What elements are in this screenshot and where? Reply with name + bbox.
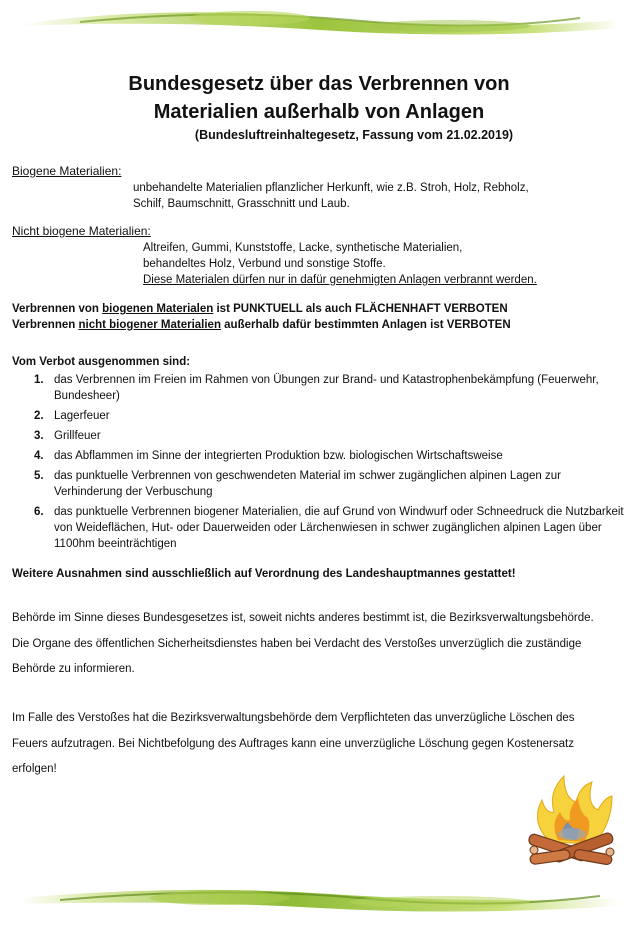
list-item-number: 4. [34, 450, 44, 462]
campfire-icon [520, 772, 620, 870]
list-item [34, 408, 624, 424]
list-item-number: 3. [34, 430, 44, 442]
bottom-leaf-banner [20, 880, 620, 918]
list-item [34, 504, 624, 552]
list-item-text: Lagerfeuer [54, 410, 110, 422]
biogen-line-2: Schilf, Baumschnitt, Grasschnitt und Laub. [133, 198, 350, 210]
list-item [34, 448, 624, 464]
violation-paragraph: Im Falle des Verstoßes hat die Bezirksverwaltungsbehörde dem Verpflichteten das unverzügliche Löschen des Feuers aufzutragen. Bei Nichtbefolgung des Auftrages kann eine unverzügliche Löschung gegen Kostenersatz erfolgen! [12, 712, 575, 775]
verbot-biogen-prefix: Verbrennen von [12, 303, 103, 315]
verbot-biogen-term: biogenen Materialen [102, 303, 214, 315]
exceptions-list [34, 372, 624, 556]
title-line-2: Materialien außerhalb von Anlagen [153, 101, 485, 123]
list-item-number: 6. [34, 506, 44, 518]
list-item-number: 1. [34, 374, 44, 386]
top-leaf-banner [20, 4, 620, 42]
nichtbiogen-description [143, 240, 537, 288]
authority-paragraph: Behörde im Sinne dieses Bundesgesetzes ist, soweit nichts anderes bestimmt ist, die Bezirksverwaltungsbehörde. Die Organe des öffentlichen Sicherheitsdienstes haben bei Verdacht des Verstoßes unverzüglich die zuständige Behörde zu informieren. [12, 612, 594, 675]
list-item [34, 468, 624, 500]
verbot-nichtbiogen-term: nicht biogener Materialien [78, 319, 221, 331]
verbot-biogen-suffix: ist PUNKTUELL als auch FLÄCHENHAFT VERBOTEN [213, 303, 508, 315]
list-item [34, 372, 624, 404]
list-item [34, 428, 624, 444]
list-item-text: das punktuelle Verbrennen von geschwendeten Material im schwer zugänglichen alpinen Lagen zur Verhinderung der Verbuschung [54, 470, 561, 498]
nichtbiogen-line-3: Diese Materialen dürfen nur in dafür genehmigten Anlagen verbrannt werden. [143, 274, 537, 286]
biogen-heading: Biogene Materialien: [12, 164, 122, 178]
list-item-text: das Abflammen im Sinne der integrierten Produktion bzw. biologischen Wirtschaftsweise [54, 450, 503, 462]
verbot-nichtbiogen-prefix: Verbrennen [12, 319, 79, 331]
list-item-number: 5. [34, 470, 44, 482]
biogen-description [133, 180, 529, 212]
list-item-text: das punktuelle Verbrennen biogener Materialien, die auf Grund von Windwurf oder Schneedruck die Nutzbarkeit von Weideflächen, Hut- oder Dauerweiden oder Lärchenwiesen in schwer zugänglichen alpinen Lagen über 1100hm beeinträchtigen [54, 506, 624, 550]
further-exceptions-note: Weitere Ausnahmen sind ausschließlich auf Verordnung des Landeshauptmannes gestattet! [12, 568, 516, 580]
list-item-text: Grillfeuer [54, 430, 101, 442]
list-item-number: 2. [34, 410, 44, 422]
verbot-nichtbiogen [12, 317, 511, 333]
document-title [0, 70, 638, 126]
nichtbiogen-line-2: behandeltes Holz, Verbund und sonstige Stoffe. [143, 258, 386, 270]
list-item-text: das Verbrennen im Freien im Rahmen von Übungen zur Brand- und Katastrophenbekämpfung (Feuerwehr, Bundesheer) [54, 374, 599, 402]
nichtbiogen-line-1: Altreifen, Gummi, Kunststoffe, Lacke, synthetische Materialien, [143, 242, 463, 254]
biogen-line-1: unbehandelte Materialien pflanzlicher Herkunft, wie z.B. Stroh, Holz, Rebholz, [133, 182, 529, 194]
document-subtitle: (Bundesluftreinhaltegesetz, Fassung vom 21.02.2019) [194, 128, 514, 142]
exceptions-heading: Vom Verbot ausgenommen sind: [12, 356, 191, 368]
verbot-nichtbiogen-suffix: außerhalb dafür bestimmten Anlagen ist VERBOTEN [220, 319, 511, 331]
nichtbiogen-heading: Nicht biogene Materialien: [12, 224, 151, 238]
verbot-biogen [12, 301, 508, 317]
title-line-1: Bundesgesetz über das Verbrennen von [128, 73, 510, 95]
